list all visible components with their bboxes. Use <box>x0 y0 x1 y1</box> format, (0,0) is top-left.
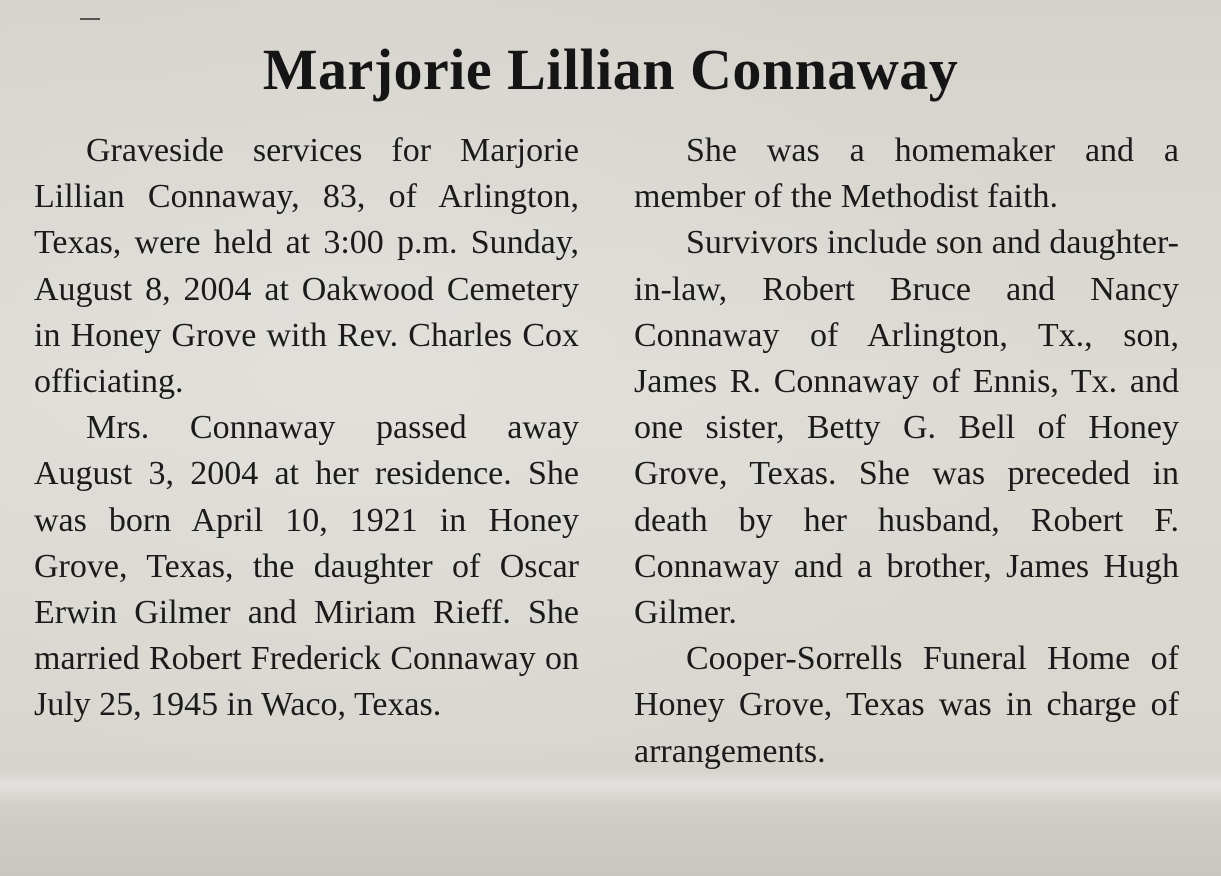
print-mark <box>80 18 100 20</box>
left-column <box>34 128 579 729</box>
paragraph-survivors: Survivors include son and daughter-in-law, Robert Bruce and Nancy Connaway of Arlington, Tx., son, James R. Connaway of Ennis, Tx. and one sister, Betty G. Bell of Honey Grove, Texas. She was preceded in death by her husband, Robert F. Connaway and a brother, James Hugh Gilmer. <box>634 224 1179 632</box>
paper-fold-crease <box>0 770 1221 806</box>
right-column <box>634 128 1179 775</box>
obituary-title: Marjorie Lillian Connaway <box>262 37 959 102</box>
paragraph-arrangements: Cooper-Sorrells Funeral Home of Honey Grove, Texas was in charge of arrangements. <box>634 640 1179 770</box>
paragraph-faith: She was a homemaker and a member of the Methodist faith. <box>634 132 1179 216</box>
paragraph-biography: Mrs. Connaway passed away August 3, 2004 at her residence. She was born April 10, 1921 in Honey Grove, Texas, the daughter of Oscar Erwin Gilmer and Miriam Rieff. She married Robert Frederick Connaway on July 25, 1945 in Waco, Texas. <box>34 409 579 724</box>
paragraph-services: Graveside services for Marjorie Lillian Connaway, 83, of Arlington, Texas, were held at 3:00 p.m. Sunday, August 8, 2004 at Oakwood Cemetery in Honey Grove with Rev. Charles Cox officiating. <box>34 132 579 401</box>
